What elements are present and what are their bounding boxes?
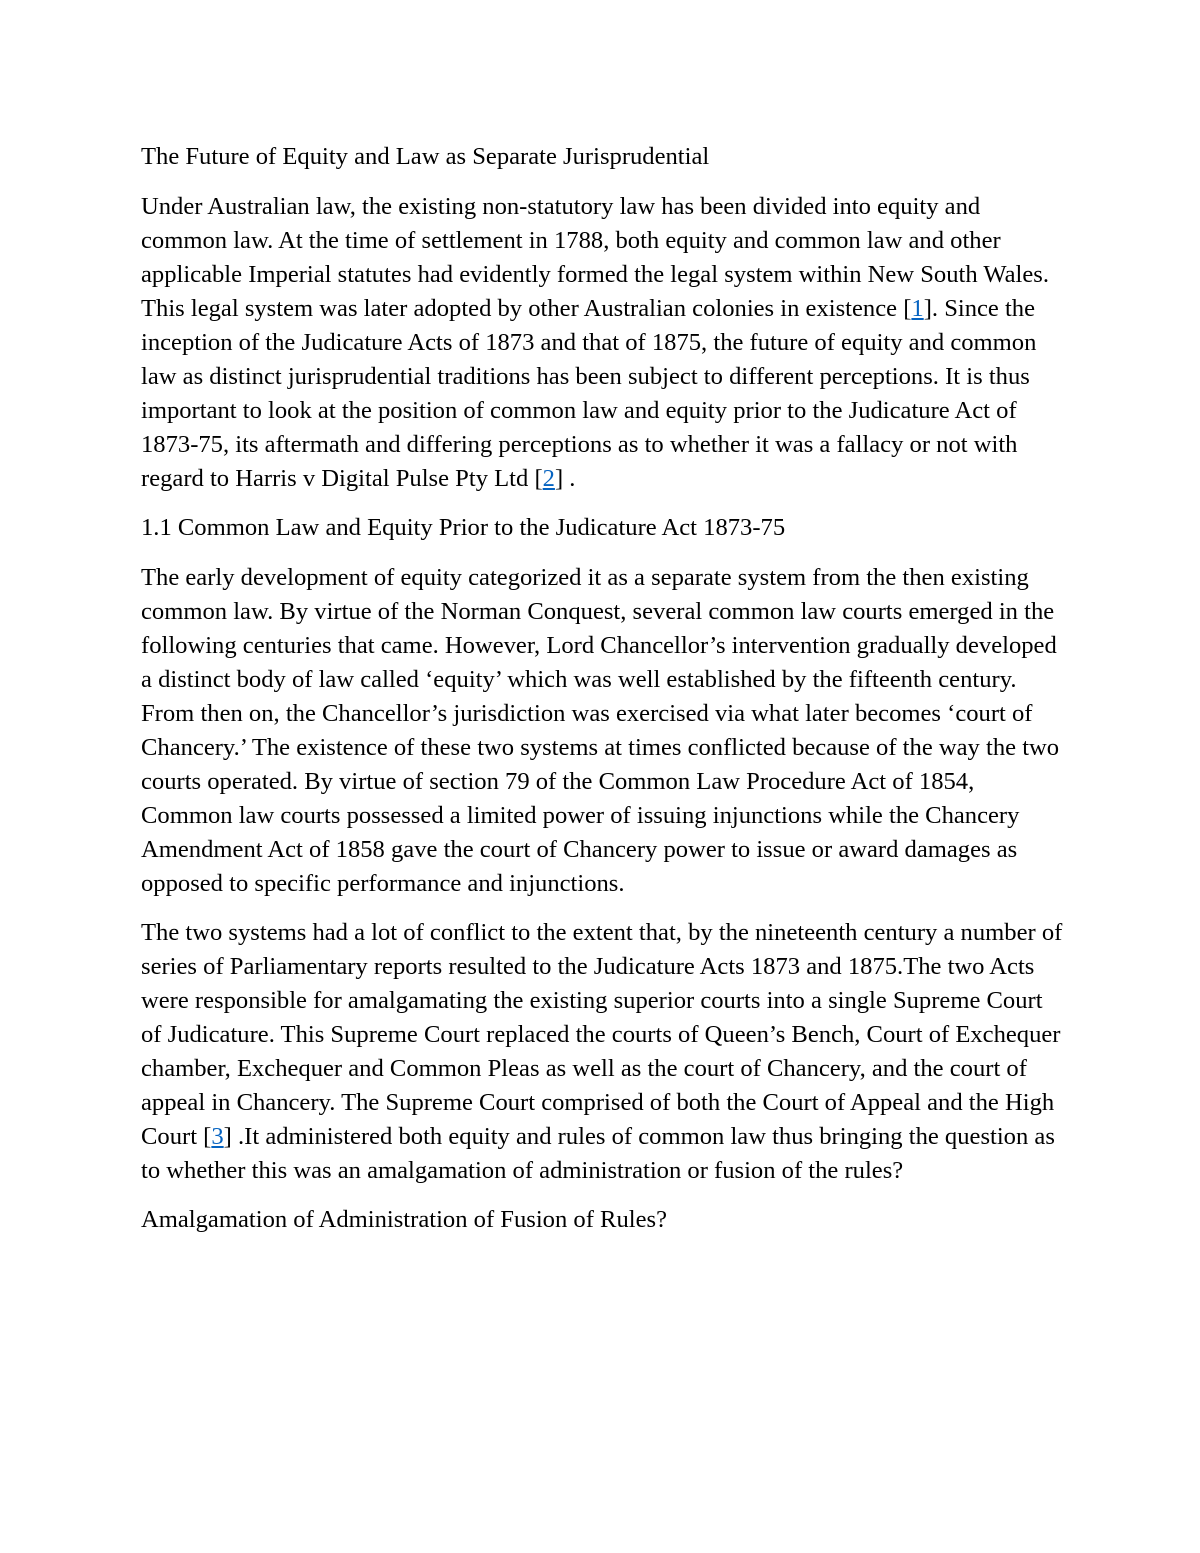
section-heading-1-1: 1.1 Common Law and Equity Prior to the Judicature Act 1873-75 <box>141 514 786 541</box>
reference-link-2[interactable]: 2 <box>542 465 555 492</box>
paragraph-intro <box>141 190 1066 496</box>
reference-link-3[interactable]: 3 <box>211 1123 224 1150</box>
document-body <box>141 140 1066 1253</box>
paragraph-intro-text-2: ]. Since the inception of the Judicature Acts of 1873 and that of 1875, the future of equity and common law as distinct jurisprudential traditions has been subject to different perceptions. It is thus important to look at the position of common law and equity prior to the Judicature Act of 1873-75, its aftermath and differing perceptions as to whether it was a fallacy or not with regard to Harris v Digital Pulse Pty Ltd [ <box>141 295 1037 492</box>
document-title: The Future of Equity and Law as Separate Jurisprudential <box>141 143 710 170</box>
paragraph-two-systems-text-1: The two systems had a lot of conflict to the extent that, by the nineteenth century a number of series of Parliamentary reports resulted to the Judicature Acts 1873 and 1875.The two Acts were responsible for amalgamating the existing superior courts into a single Supreme Court of Judicature. This Supreme Court replaced the courts of Queen’s Bench, Court of Exchequer chamber, Exchequer and Common Pleas as well as the court of Chancery, and the court of appeal in Chancery. The Supreme Court comprised of both the Court of Appeal and the High Court [ <box>141 919 1063 1150</box>
paragraph-early-development: The early development of equity categorized it as a separate system from the then existing common law. By virtue of the Norman Conquest, several common law courts emerged in the following centuries that came. However, Lord Chancellor’s intervention gradually developed a distinct body of law called ‘equity’ which was well established by the fifteenth century. From then on, the Chancellor’s jurisdiction was exercised via what later becomes ‘court of Chancery.’ The existence of these two systems at times conflicted because of the way the two courts operated. By virtue of section 79 of the Common Law Procedure Act of 1854, Common law courts possessed a limited power of issuing injunctions while the Chancery Amendment Act of 1858 gave the court of Chancery power to issue or award damages as opposed to specific performance and injunctions. <box>141 564 1060 897</box>
paragraph-two-systems-text-2: ] .It administered both equity and rules of common law thus bringing the question as to whether this was an amalgamation of administration or fusion of the rules? <box>141 1123 1055 1184</box>
section-heading-amalgamation: Amalgamation of Administration of Fusion of Rules? <box>141 1206 667 1233</box>
paragraph-intro-text-1: Under Australian law, the existing non-statutory law has been divided into equity and common law. At the time of settlement in 1788, both equity and common law and other applicable Imperial statutes had evidently formed the legal system within New South Wales. This legal system was later adopted by other Australian colonies in existence [ <box>141 193 1049 322</box>
paragraph-intro-text-3: ] . <box>554 465 576 492</box>
reference-link-1[interactable]: 1 <box>911 295 924 322</box>
paragraph-two-systems <box>141 916 1066 1188</box>
